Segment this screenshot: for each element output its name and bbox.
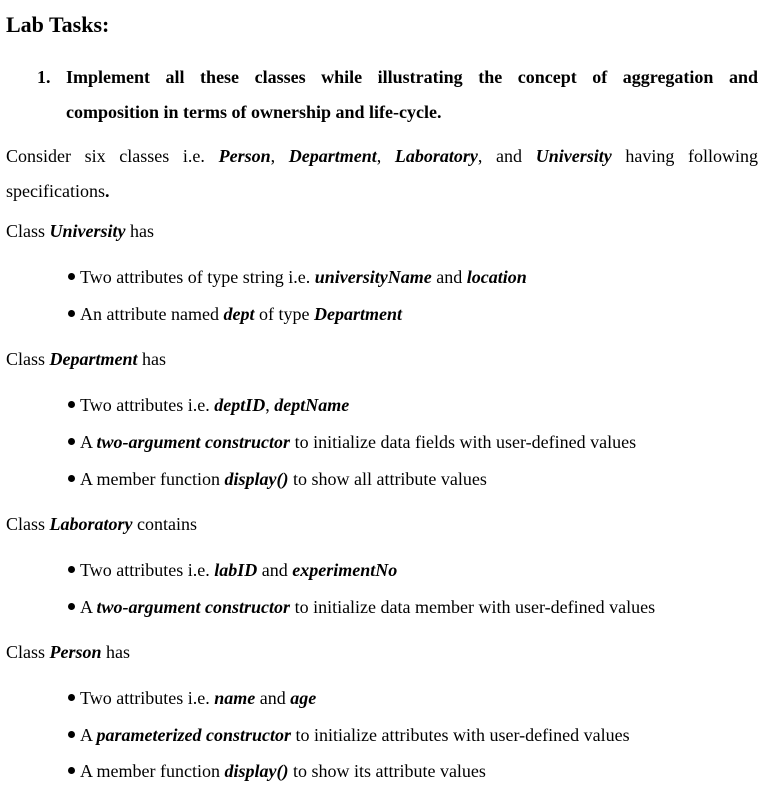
function-name: display(): [224, 469, 289, 489]
bullet-text: A member function: [80, 469, 225, 489]
list-item: [68, 723, 630, 747]
class-heading-prefix: Class: [6, 514, 50, 534]
task-text-line2: composition in terms of ownership and life-cycle.: [66, 102, 442, 122]
attribute-name: name: [214, 688, 256, 708]
constructor-name: parameterized constructor: [96, 725, 292, 745]
intro-text: specifications: [6, 181, 105, 201]
bullet-icon: [68, 731, 75, 738]
class-heading-department: [6, 347, 166, 371]
list-item: [68, 759, 486, 783]
bullet-icon: [68, 694, 75, 701]
class-heading-name: University: [49, 221, 126, 241]
bullet-icon: [68, 475, 75, 482]
bullet-text: Two attributes i.e.: [80, 688, 215, 708]
function-name: display(): [224, 761, 289, 781]
bullet-icon: [68, 438, 75, 445]
bullet-text: to show its attribute values: [288, 761, 486, 781]
class-name-person: Person: [218, 146, 271, 166]
bullet-icon: [68, 566, 75, 573]
intro-text: having following: [611, 146, 758, 166]
bullet-icon: [68, 310, 75, 317]
class-heading-suffix: has: [101, 642, 131, 662]
bullet-text: of type: [254, 304, 314, 324]
bullet-icon: [68, 273, 75, 280]
bullet-text: Two attributes of type string i.e.: [80, 267, 315, 287]
lab-tasks-heading: Lab Tasks:: [6, 12, 110, 37]
class-heading-prefix: Class: [6, 642, 50, 662]
list-item: [68, 265, 527, 289]
attribute-name: dept: [223, 304, 255, 324]
bullet-text: ,: [265, 395, 275, 415]
constructor-name: two-argument constructor: [96, 432, 291, 452]
bullet-text: to initialize attributes with user-defined values: [291, 725, 630, 745]
class-heading-prefix: Class: [6, 221, 50, 241]
bullet-text: An attribute named: [80, 304, 224, 324]
intro-text: Consider six classes i.e.: [6, 146, 219, 166]
list-item: [68, 393, 349, 417]
intro-line1: [6, 139, 758, 174]
list-item: [68, 430, 636, 454]
class-heading-person: [6, 640, 130, 664]
bullet-text: and: [255, 688, 291, 708]
task-text-line1: Implement all these classes while illustrating the concept of aggregation and: [66, 67, 758, 87]
attribute-name: experimentNo: [292, 560, 398, 580]
list-item: [68, 686, 316, 710]
bullet-text: and: [431, 267, 467, 287]
list-item: [68, 558, 397, 582]
bullet-text: A: [80, 597, 97, 617]
list-item: [68, 467, 487, 491]
bullet-text: and: [257, 560, 293, 580]
intro-line2: [6, 174, 758, 209]
class-heading-name: Person: [49, 642, 102, 662]
intro-paragraph: [6, 139, 758, 209]
class-heading-name: Laboratory: [49, 514, 133, 534]
attribute-name: location: [466, 267, 527, 287]
class-name-university: University: [535, 146, 612, 166]
intro-text: , and: [477, 146, 536, 166]
attribute-name: universityName: [314, 267, 432, 287]
attribute-name: age: [290, 688, 317, 708]
bullet-text: to initialize data member with user-defined values: [290, 597, 656, 617]
bullet-text: Two attributes i.e.: [80, 395, 215, 415]
class-heading-suffix: has: [125, 221, 155, 241]
class-heading-prefix: Class: [6, 349, 50, 369]
attribute-name: deptName: [274, 395, 350, 415]
type-name: Department: [313, 304, 402, 324]
class-heading-suffix: contains: [132, 514, 198, 534]
class-name-department: Department: [288, 146, 377, 166]
bullet-text: Two attributes i.e.: [80, 560, 215, 580]
bullet-icon: [68, 767, 75, 774]
intro-text: ,: [376, 146, 395, 166]
bullet-text: A: [80, 725, 97, 745]
bullet-text: A member function: [80, 761, 225, 781]
task-number: 1.: [37, 67, 51, 87]
class-heading-suffix: has: [137, 349, 167, 369]
class-heading-laboratory: [6, 512, 197, 536]
list-item: [68, 595, 655, 619]
intro-text: ,: [270, 146, 289, 166]
intro-period: .: [104, 181, 110, 201]
bullet-text: A: [80, 432, 97, 452]
attribute-name: deptID: [214, 395, 266, 415]
attribute-name: labID: [214, 560, 258, 580]
constructor-name: two-argument constructor: [96, 597, 291, 617]
bullet-text: to initialize data fields with user-defined values: [290, 432, 637, 452]
list-item: [68, 302, 402, 326]
bullet-text: to show all attribute values: [288, 469, 487, 489]
class-heading-university: [6, 219, 154, 243]
class-heading-name: Department: [49, 349, 138, 369]
bullet-icon: [68, 603, 75, 610]
bullet-icon: [68, 401, 75, 408]
class-name-laboratory: Laboratory: [394, 146, 478, 166]
